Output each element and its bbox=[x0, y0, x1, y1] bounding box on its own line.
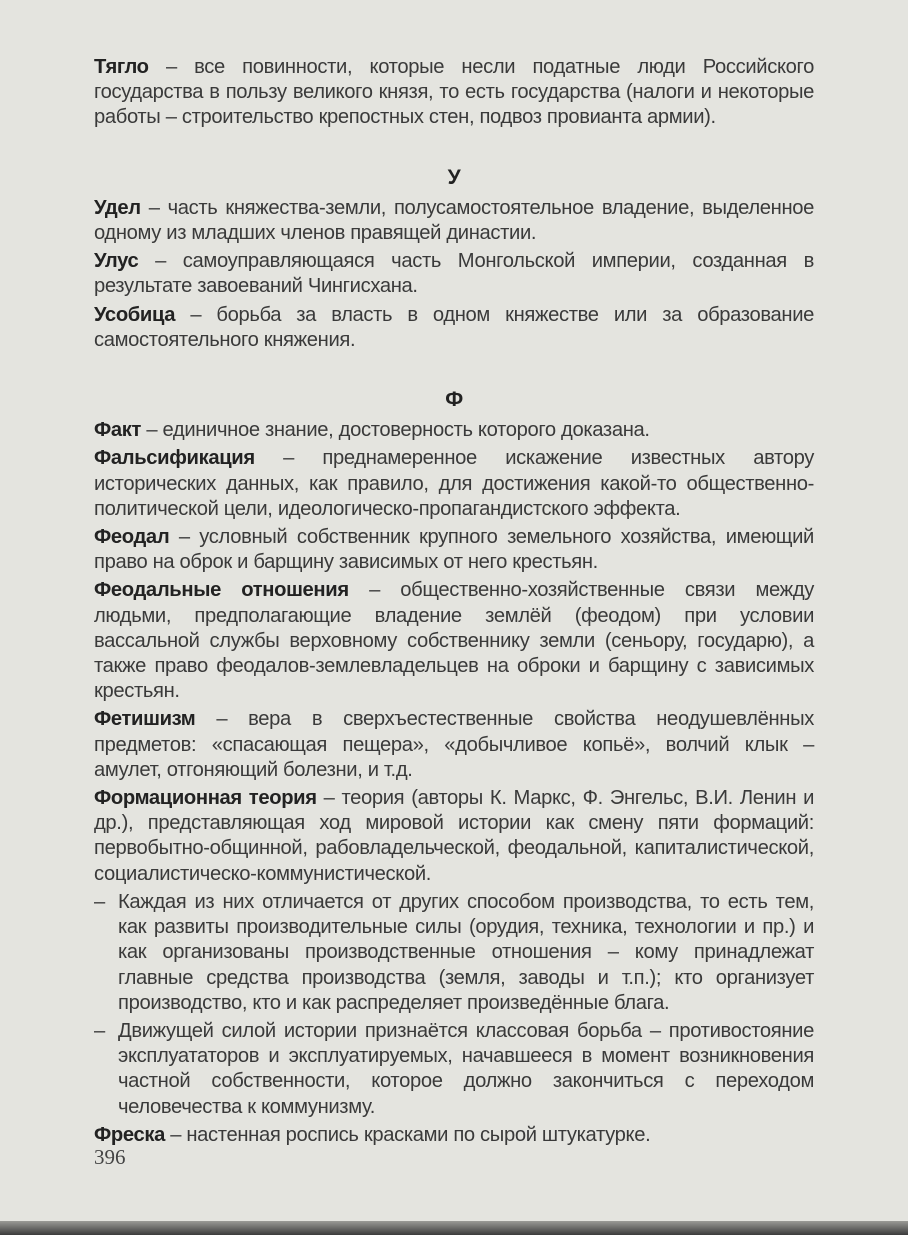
term: Усобица bbox=[94, 303, 176, 326]
glossary-entry-usobitsa bbox=[94, 303, 814, 353]
glossary-entry-formatsionnaya-teoriya bbox=[94, 786, 814, 887]
term: Удел bbox=[94, 196, 141, 219]
glossary-entry-fetishizm bbox=[94, 707, 814, 783]
section-letter-u: У bbox=[447, 165, 461, 189]
glossary-entry-feodalnye-otnosheniya bbox=[94, 578, 814, 704]
glossary-entry-fakt bbox=[94, 418, 814, 443]
glossary-entry-udel bbox=[94, 196, 814, 246]
definition: – борьба за власть в одном княжестве или за образование самостоятельного княжения. bbox=[94, 303, 814, 351]
term: Фреска bbox=[94, 1123, 165, 1146]
glossary-content bbox=[94, 55, 814, 1151]
glossary-entry-freska bbox=[94, 1123, 814, 1148]
definition: – все повинности, которые несли податные люди Российского государства в пользу великого князя, то есть государства (налоги и некоторые работы – строительство крепостных стен, подвоз провианта армии). bbox=[94, 56, 814, 129]
term: Тягло bbox=[94, 56, 149, 78]
dash-marker: – bbox=[94, 890, 105, 913]
definition: – единичное знание, достоверность которого доказана. bbox=[141, 419, 650, 442]
list-item bbox=[94, 890, 814, 1016]
list-item-text: Движущей силой истории признаётся классовая борьба – противостояние эксплуататоров и эксплуатируемых, начавшееся в момент возникновения частной собственности, которое должно закончиться с переходом человечества к коммунизму. bbox=[118, 1019, 814, 1118]
section-letter-f: Ф bbox=[445, 388, 463, 412]
term: Феодал bbox=[94, 526, 170, 549]
term: Улус bbox=[94, 250, 139, 273]
definition: – общественно-хозяйственные связи между людьми, предполагающие владение землёй (феодом) при условии вассальной службы верховному собственнику земли (сеньору, государю), а также право феодалов-землевладельцев на оброки и барщину с зависимых крестьян. bbox=[94, 579, 814, 703]
definition: – самоуправляющаяся часть Монгольской империи, созданная в результате завоеваний Чингисхана. bbox=[94, 250, 814, 298]
list-item bbox=[94, 1019, 814, 1120]
page-number: 396 bbox=[94, 1145, 126, 1169]
definition: – часть княжества-земли, полусамостоятельное владение, выделенное одному из младших членов правящей династии. bbox=[94, 196, 814, 245]
definition: – теория (авторы К. Маркс, Ф. Энгельс, В.И. Ленин и др.), представляющая ход мировой истории как смену пяти формаций: первобытно-общинной, рабовладельческой, феодальной, капиталистической, социалистическо-коммунистической. bbox=[94, 787, 814, 885]
definition: – вера в сверхъестественные свойства неодушевлённых предметов: «спасающая пещера», «добычливое копьё», волчий клык – амулет, отгоняющий болезни, и т.д. bbox=[94, 708, 814, 781]
glossary-entry-falsifikatsiya bbox=[94, 446, 814, 522]
glossary-entry-feodal bbox=[94, 525, 814, 575]
glossary-entry-tyaglo bbox=[94, 55, 814, 131]
glossary-entry-ulus bbox=[94, 249, 814, 299]
term: Формационная теория bbox=[94, 787, 317, 810]
term: Феодальные отношения bbox=[94, 579, 349, 602]
scan-edge-shadow bbox=[0, 1221, 908, 1235]
list-item-text: Каждая из них отличается от других способом производства, то есть тем, как развиты производительные силы (орудия, техника, технологии и пр.) и как организованы производственные отношения – кому принадлежат главные средства производства (земля, заводы и т.п.); кто организует производство, кто и как распределяет произведённые блага. bbox=[118, 890, 814, 1014]
term: Фетишизм bbox=[94, 708, 196, 731]
dash-marker: – bbox=[94, 1019, 105, 1042]
definition: – преднамеренное искажение известных автору исторических данных, как правило, для достижения какой-то общественно-политической цели, идеологическо-пропагандистского эффекта. bbox=[94, 447, 814, 520]
definition: – настенная роспись красками по сырой штукатурке. bbox=[164, 1123, 651, 1146]
term: Факт bbox=[94, 419, 142, 442]
definition: – условный собственник крупного земельного хозяйства, имеющий право на оброк и барщину зависимых от него крестьян. bbox=[94, 526, 814, 574]
term: Фальсификация bbox=[94, 447, 255, 470]
